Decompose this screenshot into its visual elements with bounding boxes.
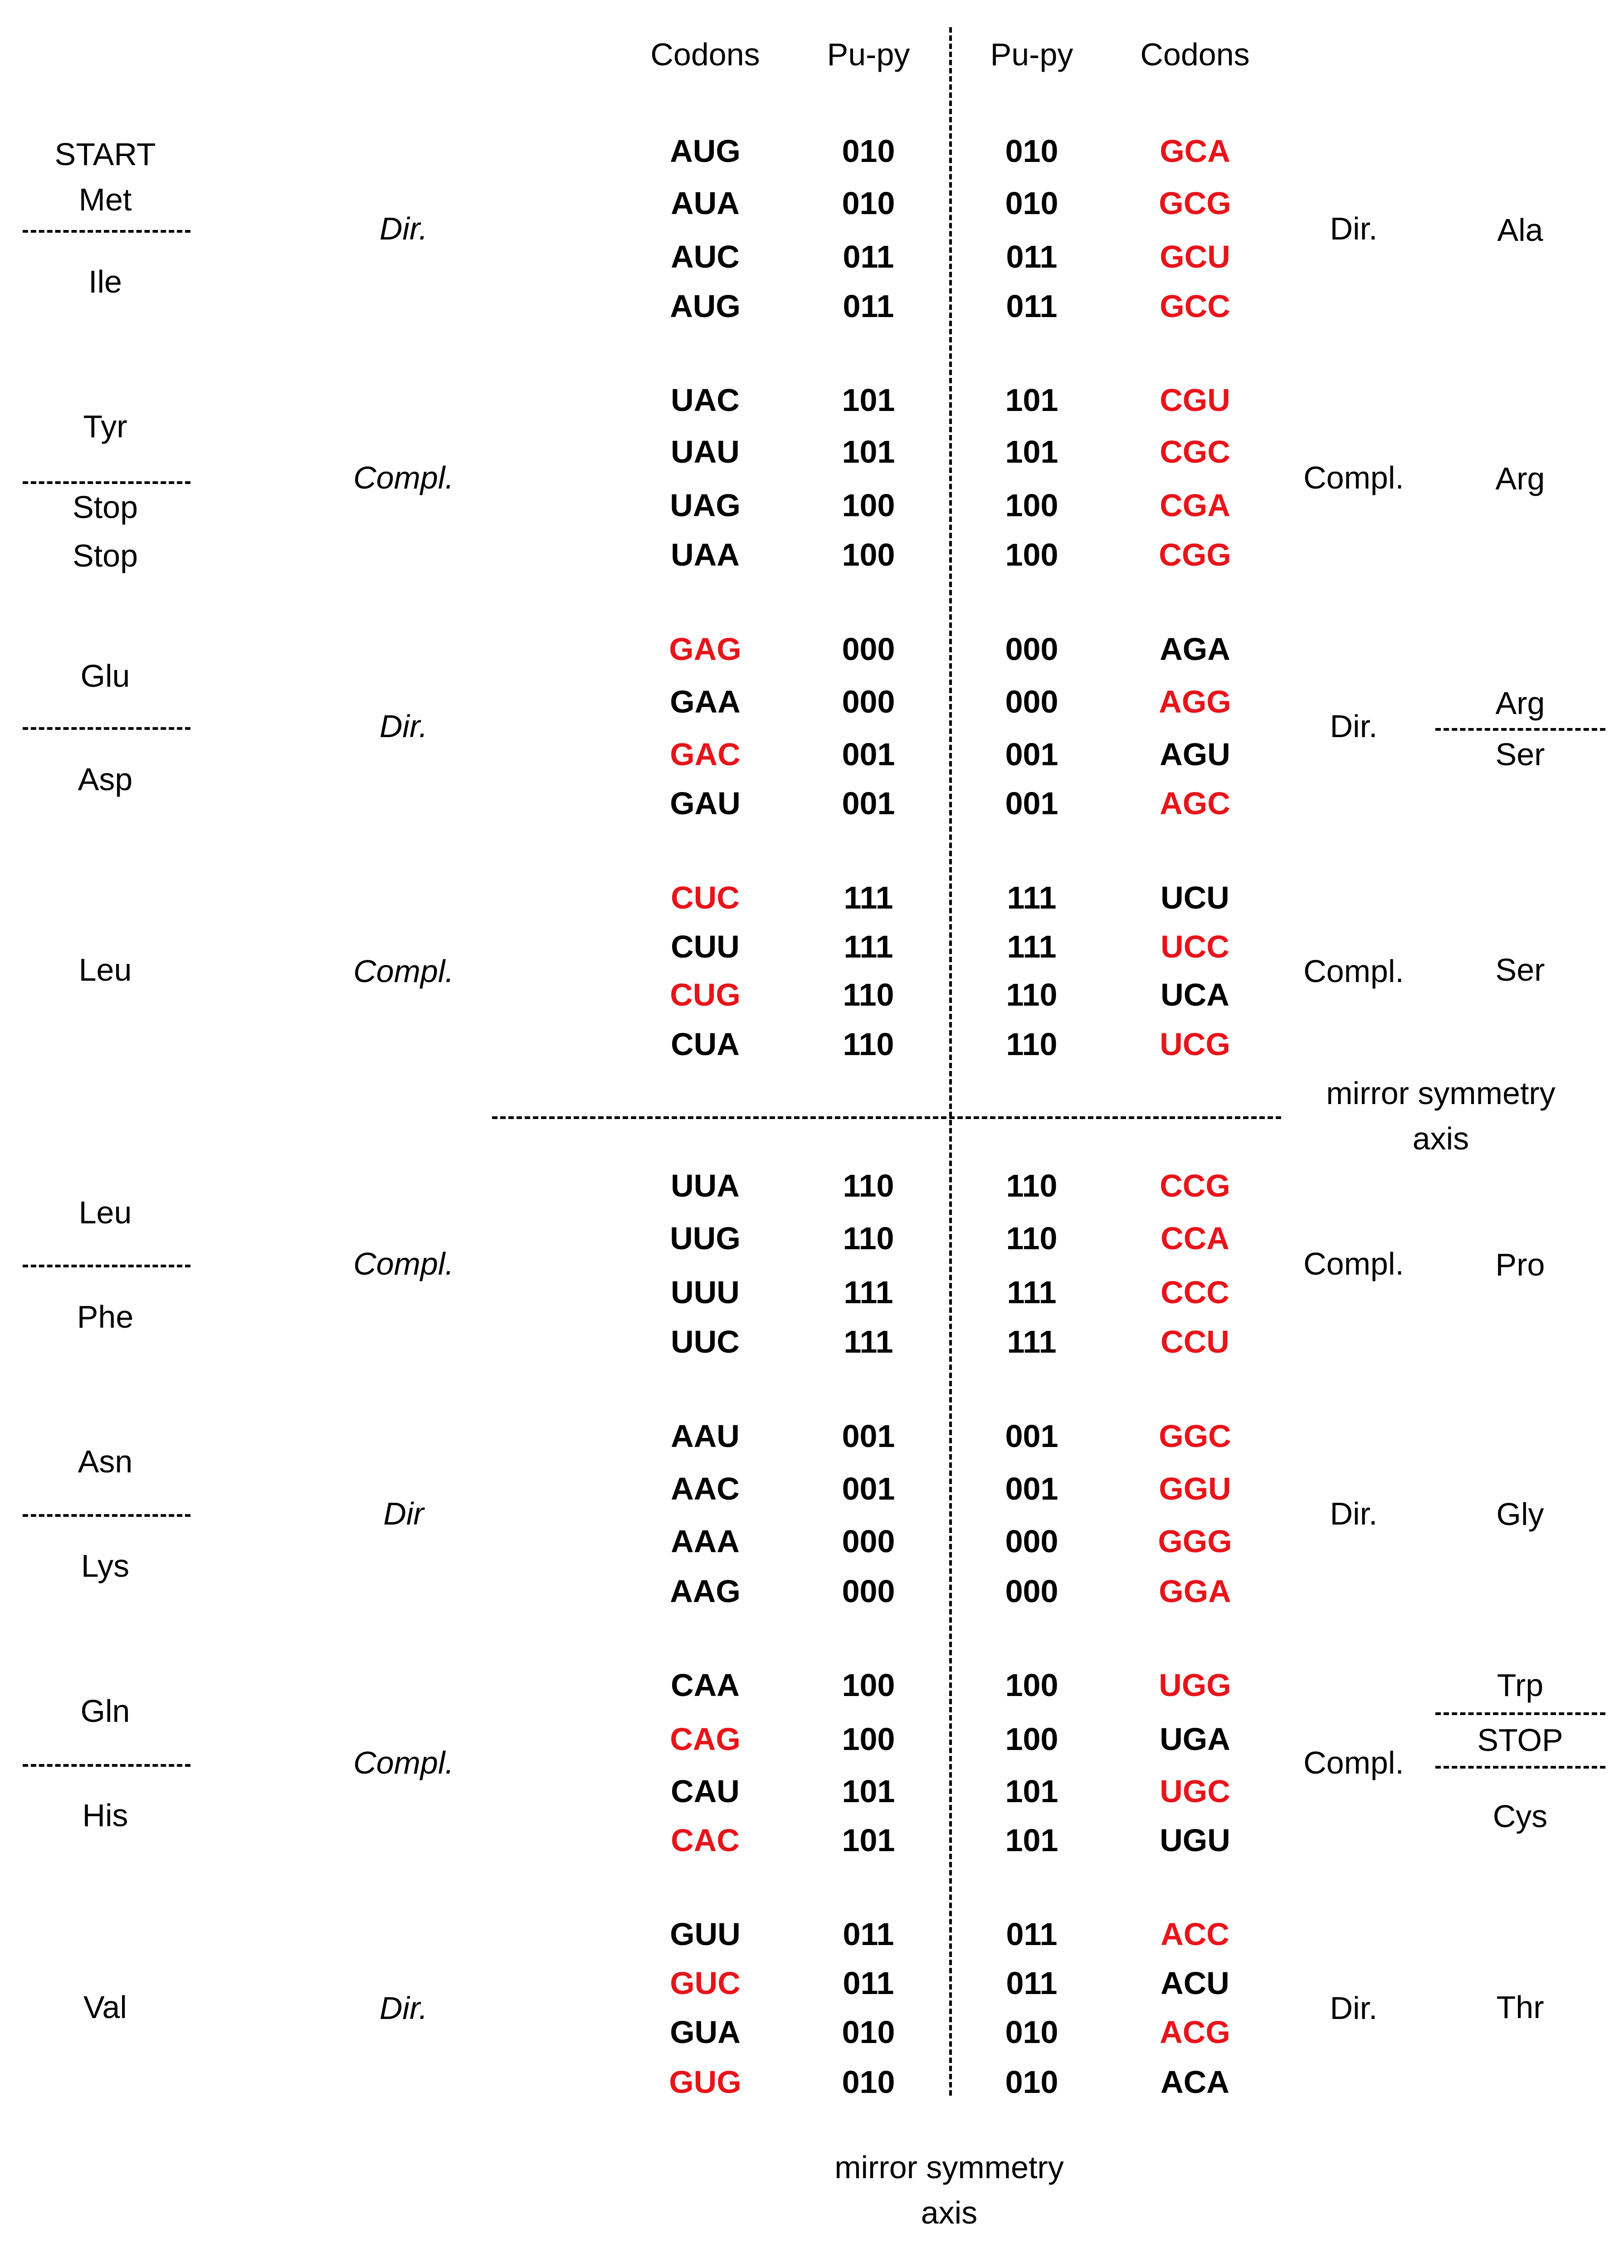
left-relation-type: Dir — [383, 1496, 424, 1531]
codon-right: UGA — [1160, 1721, 1230, 1757]
pupy-right: 101 — [1005, 434, 1058, 469]
pupy-left: 100 — [842, 537, 895, 572]
right-relation-type: Compl. — [1303, 1745, 1404, 1780]
codon-left: GAA — [670, 684, 741, 719]
pupy-right: 101 — [1005, 1774, 1058, 1809]
right-relation-type: Compl. — [1303, 459, 1404, 495]
codon-right: AGG — [1159, 684, 1231, 719]
pupy-left: 011 — [843, 288, 894, 324]
pupy-right: 111 — [1007, 929, 1057, 964]
pupy-left: 101 — [842, 1774, 895, 1809]
pupy-left: 101 — [842, 382, 895, 418]
header-pupy-right: Pu-py — [990, 37, 1073, 72]
codon-right: CGU — [1160, 382, 1230, 418]
pupy-right: 101 — [1005, 382, 1058, 418]
right-relation-type: Dir. — [1330, 1990, 1378, 2026]
codon-left: CAA — [671, 1667, 740, 1703]
pupy-left: 010 — [842, 2064, 895, 2100]
pupy-right: 000 — [1005, 1574, 1058, 1609]
codon-left: AAG — [670, 1574, 741, 1609]
pupy-left: 001 — [842, 737, 895, 772]
header-codons-right: Codons — [1140, 37, 1250, 72]
left-amino-acid-label: Ile — [88, 264, 122, 299]
left-amino-acid-label: Gln — [80, 1693, 130, 1729]
left-amino-acid-label: Leu — [78, 952, 132, 987]
pupy-right: 001 — [1005, 1418, 1058, 1454]
codon-left: GUC — [670, 1965, 741, 2001]
header-codons-left: Codons — [650, 37, 760, 72]
right-relation-type: Dir. — [1330, 211, 1378, 246]
pupy-right: 011 — [1006, 288, 1058, 324]
left-amino-acid-label: Val — [83, 1989, 127, 2025]
right-amino-acid-label: Ser — [1495, 737, 1545, 772]
pupy-right: 001 — [1005, 737, 1058, 772]
codon-left: CAC — [671, 1823, 740, 1858]
left-separator-dash — [23, 1764, 190, 1767]
codon-left: UAC — [671, 382, 740, 418]
pupy-right: 001 — [1005, 786, 1058, 821]
left-amino-acid-label: Lys — [81, 1548, 130, 1584]
horizontal-mirror-axis — [492, 1116, 1281, 1119]
codon-right: UGC — [1160, 1774, 1230, 1809]
codon-right: ACU — [1161, 1965, 1229, 2001]
right-separator-dash — [1435, 1766, 1605, 1769]
pupy-left: 111 — [844, 880, 893, 915]
pupy-left: 011 — [843, 1965, 894, 2001]
pupy-right: 000 — [1005, 631, 1058, 667]
pupy-left: 011 — [843, 239, 894, 274]
left-separator-dash — [23, 230, 190, 233]
codon-right: GGU — [1159, 1471, 1231, 1506]
pupy-right: 110 — [1006, 1026, 1058, 1062]
left-amino-acid-label: Glu — [80, 658, 130, 694]
codon-right: UGG — [1159, 1667, 1231, 1703]
right-relation-type: Dir. — [1330, 709, 1378, 744]
codon-left: CUG — [670, 977, 741, 1012]
left-relation-type: Compl. — [353, 459, 454, 495]
left-amino-acid-label: START — [54, 137, 156, 172]
pupy-left: 111 — [844, 929, 893, 964]
codon-right: AGC — [1160, 786, 1230, 821]
vertical-mirror-axis — [949, 27, 952, 2096]
codon-right: CGC — [1160, 434, 1230, 469]
pupy-right: 010 — [1005, 133, 1058, 169]
pupy-left: 000 — [842, 631, 895, 667]
left-relation-type: Compl. — [353, 1745, 454, 1780]
pupy-left: 110 — [843, 1221, 894, 1256]
pupy-left: 000 — [842, 1574, 895, 1609]
codon-left: GUG — [669, 2064, 741, 2100]
pupy-right: 100 — [1005, 537, 1058, 572]
left-relation-type: Dir. — [379, 709, 428, 744]
pupy-left: 000 — [842, 1524, 895, 1559]
codon-right: CGA — [1160, 488, 1230, 523]
left-relation-type: Compl. — [353, 953, 454, 989]
pupy-left: 101 — [842, 434, 895, 469]
left-amino-acid-label: Met — [78, 182, 132, 217]
pupy-left: 101 — [842, 1823, 895, 1858]
codon-right: AGA — [1160, 631, 1230, 667]
right-amino-acid-label: Pro — [1495, 1247, 1545, 1282]
pupy-right: 001 — [1005, 1471, 1058, 1506]
pupy-right: 111 — [1007, 1275, 1057, 1310]
codon-right: AGU — [1160, 737, 1230, 772]
pupy-left: 111 — [844, 1275, 893, 1310]
left-separator-dash — [23, 1514, 190, 1517]
pupy-left: 010 — [842, 133, 895, 169]
right-amino-acid-label: Arg — [1495, 685, 1545, 721]
codon-right: CCA — [1161, 1221, 1229, 1256]
pupy-left: 110 — [843, 1168, 894, 1203]
codon-right: UCG — [1160, 1026, 1230, 1062]
codon-left: AAC — [671, 1471, 740, 1506]
codon-left: AUA — [671, 186, 740, 221]
pupy-left: 001 — [842, 786, 895, 821]
codon-left: AAA — [671, 1524, 740, 1559]
codon-right: UCU — [1161, 880, 1229, 915]
pupy-right: 100 — [1005, 488, 1058, 523]
codon-left: CAU — [671, 1774, 740, 1809]
pupy-left: 110 — [843, 977, 894, 1012]
codon-left: AUC — [671, 239, 740, 274]
header-pupy-left: Pu-py — [827, 37, 910, 72]
pupy-left: 010 — [842, 2014, 895, 2050]
pupy-right: 101 — [1005, 1823, 1058, 1858]
right-separator-dash — [1435, 1712, 1605, 1715]
left-amino-acid-label: Phe — [77, 1299, 134, 1334]
pupy-right: 011 — [1006, 239, 1058, 274]
codon-right: CGG — [1159, 537, 1231, 572]
codon-left: UUU — [671, 1275, 740, 1310]
codon-left: UUG — [670, 1221, 741, 1256]
left-amino-acid-label: Tyr — [83, 409, 127, 444]
right-amino-acid-label: Ser — [1495, 952, 1545, 987]
codon-right: UCC — [1161, 929, 1229, 964]
right-relation-type: Compl. — [1303, 953, 1404, 989]
mirror-axis-caption-bottom: mirror symmetry axis — [834, 2150, 1064, 2230]
codon-left: AUG — [670, 133, 741, 169]
codon-right: GGC — [1159, 1418, 1231, 1454]
left-amino-acid-label: Asn — [78, 1444, 133, 1479]
pupy-right: 010 — [1005, 186, 1058, 221]
left-amino-acid-label: Leu — [78, 1195, 132, 1230]
pupy-left: 010 — [842, 186, 895, 221]
codon-left: UAG — [670, 488, 741, 523]
codon-left: GAU — [670, 786, 741, 821]
left-amino-acid-label: His — [82, 1798, 128, 1833]
right-relation-type: Dir. — [1330, 1496, 1378, 1531]
right-amino-acid-label: Cys — [1492, 1799, 1548, 1834]
pupy-right: 011 — [1006, 1916, 1058, 1952]
pupy-right: 100 — [1005, 1721, 1058, 1757]
pupy-left: 000 — [842, 684, 895, 719]
pupy-left: 100 — [842, 1721, 895, 1757]
codon-left: GAG — [669, 631, 741, 667]
codon-left: UUA — [671, 1168, 740, 1203]
codon-left: UUC — [671, 1324, 740, 1359]
codon-left: CUU — [671, 929, 740, 964]
right-amino-acid-label: Gly — [1496, 1496, 1544, 1532]
codon-right: UCA — [1161, 977, 1229, 1012]
pupy-right: 111 — [1007, 1324, 1057, 1359]
pupy-left: 111 — [844, 1324, 893, 1359]
right-relation-type: Compl. — [1303, 1246, 1404, 1281]
codon-right: GCC — [1160, 288, 1230, 324]
codon-right: GCU — [1160, 239, 1230, 274]
codon-right: GGG — [1158, 1524, 1232, 1559]
pupy-right: 100 — [1005, 1667, 1058, 1703]
pupy-right: 000 — [1005, 684, 1058, 719]
codon-left: AUG — [670, 288, 741, 324]
right-amino-acid-label: Trp — [1497, 1667, 1544, 1703]
pupy-right: 111 — [1007, 880, 1057, 915]
pupy-left: 011 — [843, 1916, 894, 1952]
pupy-right: 010 — [1005, 2064, 1058, 2100]
pupy-right: 110 — [1006, 1168, 1058, 1203]
pupy-left: 110 — [843, 1026, 894, 1062]
codon-right: CCC — [1161, 1275, 1229, 1310]
codon-right: ACG — [1160, 2014, 1230, 2050]
right-amino-acid-label: STOP — [1477, 1722, 1563, 1758]
pupy-left: 001 — [842, 1471, 895, 1506]
codon-left: UAU — [671, 434, 740, 469]
codon-right: CCG — [1160, 1168, 1230, 1203]
codon-left: AAU — [671, 1418, 740, 1454]
left-separator-dash — [23, 1265, 190, 1267]
left-relation-type: Dir. — [379, 211, 428, 246]
pupy-left: 100 — [842, 488, 895, 523]
pupy-right: 110 — [1006, 1221, 1058, 1256]
codon-right: CCU — [1161, 1324, 1229, 1359]
left-separator-dash — [23, 481, 190, 484]
pupy-right: 110 — [1006, 977, 1058, 1012]
codon-right: ACC — [1161, 1916, 1229, 1952]
codon-left: UAA — [671, 537, 740, 572]
codon-right: UGU — [1160, 1823, 1230, 1858]
right-separator-dash — [1435, 728, 1605, 731]
right-amino-acid-label: Thr — [1496, 1989, 1544, 2025]
codon-right: GCG — [1159, 186, 1231, 221]
codon-left: CAG — [670, 1721, 741, 1757]
left-relation-type: Dir. — [379, 1990, 428, 2026]
codon-right: ACA — [1161, 2064, 1229, 2100]
pupy-left: 100 — [842, 1667, 895, 1703]
left-separator-dash — [23, 727, 190, 730]
codon-right: GGA — [1159, 1574, 1231, 1609]
left-amino-acid-label: Asp — [78, 762, 133, 797]
codon-left: CUC — [671, 880, 740, 915]
pupy-right: 000 — [1005, 1524, 1058, 1559]
pupy-left: 001 — [842, 1418, 895, 1454]
mirror-axis-caption-right: mirror symmetry axis — [1326, 1075, 1556, 1156]
codon-left: GUU — [670, 1916, 741, 1952]
codon-left: CUA — [671, 1026, 740, 1062]
left-amino-acid-label: Stop — [73, 489, 138, 525]
codon-left: GAC — [670, 737, 741, 772]
right-amino-acid-label: Ala — [1497, 212, 1543, 248]
pupy-right: 010 — [1005, 2014, 1058, 2050]
pupy-right: 011 — [1006, 1965, 1058, 2001]
left-relation-type: Compl. — [353, 1246, 454, 1281]
codon-left: GUA — [670, 2014, 741, 2050]
codon-right: GCA — [1160, 133, 1230, 169]
left-amino-acid-label: Stop — [73, 538, 138, 573]
right-amino-acid-label: Arg — [1495, 461, 1545, 496]
